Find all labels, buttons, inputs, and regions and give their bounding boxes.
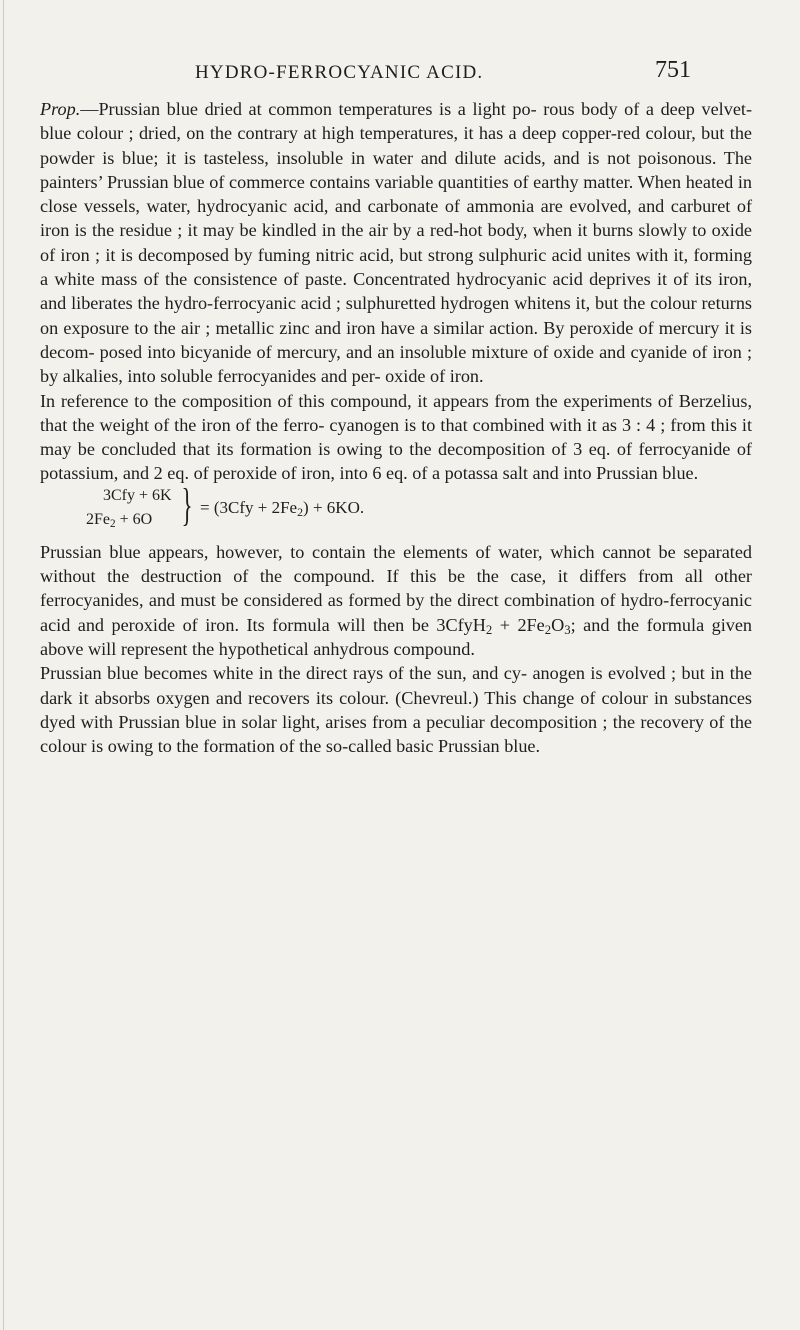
- running-title: HYDRO-FERROCYANIC ACID.: [195, 62, 484, 83]
- paragraph-text: —Prussian blue dried at common temperatures is a light po- rous body of a deep velvet-blue colour ; dried, on the contrary at high temperatures, it has a deep copper-red colour, but the powder is blue; it is tasteless, insoluble in water and dilute acids, and is not poisonous. The painters’ Prussian blue of commerce contains variable quantities of earthy matter. When heated in close vessels, water, hydrocyanic acid, and carbonate of ammonia are evolved, and carburet of iron is the residue ; it may be kindled in the air by a red-hot body, when it burns slowly to oxide of iron ; it is decomposed by fuming nitric acid, but strong sulphuric acid unites with it, forming a white mass of the consistence of paste. Concentrated hydrocyanic acid deprives it of its iron, and liberates the hydro-ferrocyanic acid ; sulphuretted hydrogen whitens it, but the colour returns on exposure to the air ; metallic zinc and iron have a similar action. By peroxide of mercury it is decom- posed into bicyanide of mercury, and an insoluble mixture of oxide and cyanide of iron ; by alkalies, into soluble ferrocyanides and per- oxide of iron.: [40, 99, 752, 387]
- paragraph-properties: [40, 97, 752, 389]
- paragraph-light: Prussian blue becomes white in the direct rays of the sun, and cy- anogen is evolved ; but in the dark it absorbs oxygen and recovers its colour. (Chevreul.) This change of colour in substances dyed with Prussian blue in solar light, arises from a peculiar decomposition ; the recovery of the colour is owing to the formation of the so-called basic Prussian blue.: [40, 663, 752, 757]
- paragraph-composition: In reference to the composition of this compound, it appears from the experiments of Berzelius, that the weight of the iron of the ferro- cyanogen is to that combined with it as 3 : 4 ; from this it may be concluded that its formation is owing to the decomposition of 3 eq. of ferrocyanide of potassium, and 2 eq. of peroxide of iron, into 6 eq. of a potassa salt and into Prussian blue.: [40, 390, 752, 484]
- prop-label: Prop.: [40, 99, 81, 119]
- equation-right-side: = $(3Cfy + 2Fe_2) + 6KO$.: [200, 497, 365, 519]
- body-text: [40, 97, 752, 758]
- equation-top-term: 3Cfy + 6K: [103, 486, 172, 504]
- equation-bottom-term: $2Fe_2 + 6O$: [86, 510, 153, 530]
- chemical-equation: [40, 478, 752, 540]
- paragraph-water: Prussian blue appears, however, to contain the elements of water, which cannot be separated without the destruction of the compound. If this be the case, it differs from all other ferrocyanides, and must be considered as formed by the direct combination of hydro-ferrocyanic acid and peroxide of iron. Its formula will then be 3CfyH$_2$ + $2Fe_2O_3$; and the formula given above will represent the hypothetical anhydrous compound.: [40, 541, 753, 659]
- page-number: 751: [655, 57, 691, 83]
- page-edge-shadow: [3, 0, 4, 1330]
- equation-brace: }: [181, 478, 193, 530]
